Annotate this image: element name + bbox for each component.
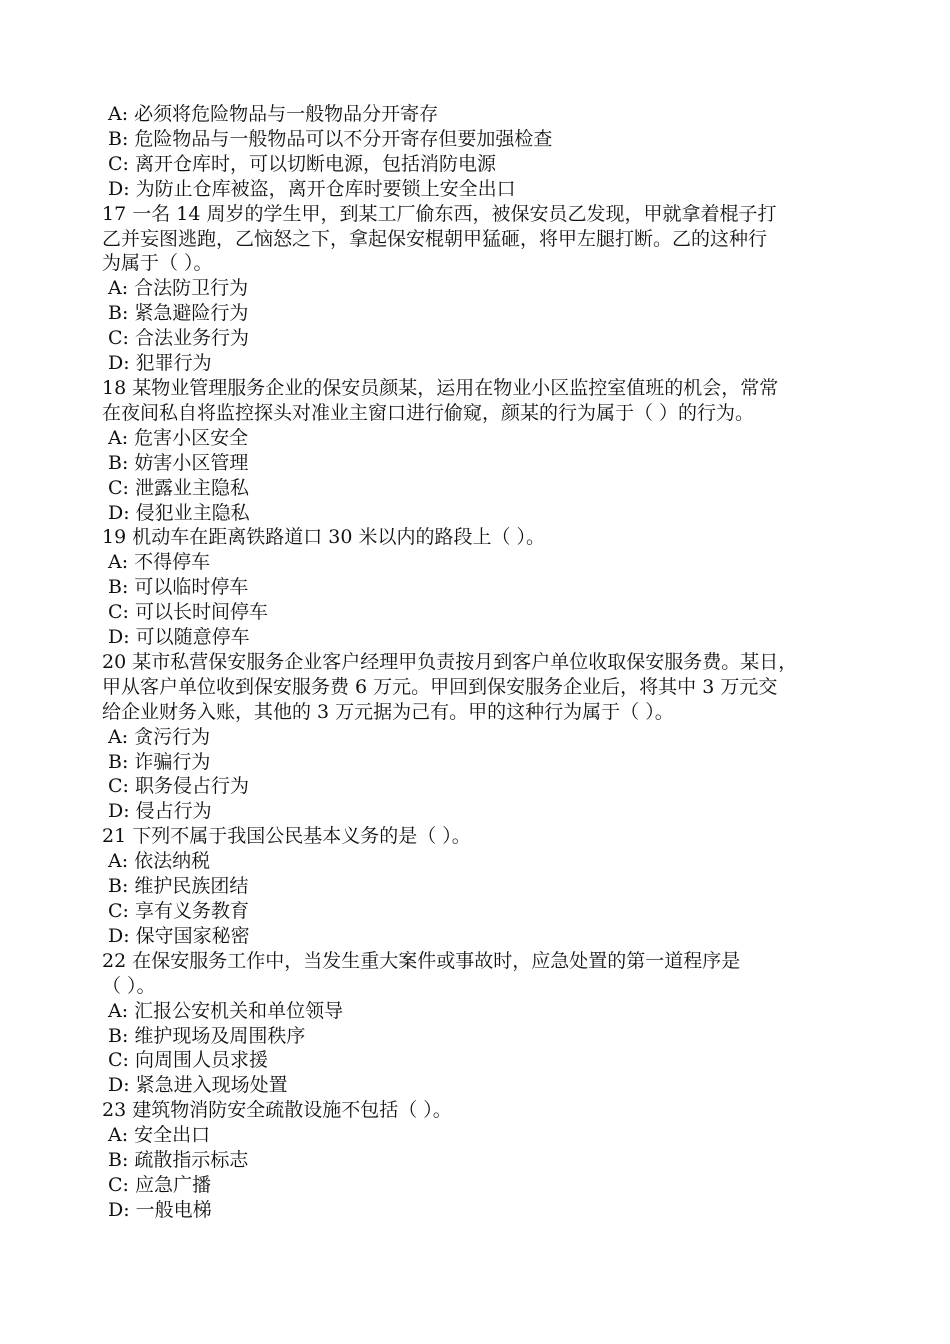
question-22 — [102, 949, 842, 1098]
option-line: D: 犯罪行为 — [108, 352, 212, 375]
option-line: C: 离开仓库时，可以切断电源，包括消防电源 — [108, 152, 496, 175]
option-line: D: 保守国家秘密 — [108, 924, 250, 947]
question-line: 21 下列不属于我国公民基本义务的是（ ）。 — [102, 825, 471, 848]
lead-options — [102, 102, 842, 202]
question-line: 22 在保安服务工作中，当发生重大案件或事故时，应急处置的第一道程序是 — [102, 949, 741, 972]
option-line: C: 可以长时间停车 — [108, 601, 268, 624]
option-line: D: 可以随意停车 — [108, 626, 250, 649]
question-line: 20 某市私营保安服务企业客户经理甲负责按月到客户单位收取保安服务费。某日， — [102, 650, 798, 673]
option-line: B: 疏散指示标志 — [108, 1149, 249, 1172]
document-page — [102, 102, 842, 1223]
option-line: D: 为防止仓库被盗，离开仓库时要锁上安全出口 — [108, 177, 516, 200]
option-line: A: 不得停车 — [108, 551, 211, 574]
option-line: A: 安全出口 — [108, 1124, 211, 1147]
option-line: B: 维护现场及周围秩序 — [108, 1024, 306, 1047]
question-17 — [102, 202, 842, 376]
option-line: C: 向周围人员求援 — [108, 1049, 268, 1072]
option-line: D: 紧急进入现场处置 — [108, 1074, 288, 1097]
option-line: C: 享有义务教育 — [108, 900, 249, 922]
option-line: B: 维护民族团结 — [108, 875, 249, 898]
option-line: D: 侵占行为 — [108, 800, 212, 823]
option-line: A: 汇报公安机关和单位领导 — [108, 999, 344, 1022]
question-21 — [102, 824, 842, 949]
question-line: 17 一名 14 周岁的学生甲，到某工厂偷东西，被保安员乙发现，甲就拿着棍子打 — [102, 202, 777, 225]
option-line: C: 泄露业主隐私 — [108, 476, 249, 499]
option-line: B: 危险物品与一般物品可以不分开寄存但要加强检查 — [108, 127, 553, 150]
option-line: C: 合法业务行为 — [108, 327, 249, 350]
option-line: B: 紧急避险行为 — [108, 302, 249, 325]
option-line: C: 应急广播 — [108, 1173, 211, 1196]
option-line: A: 必须将危险物品与一般物品分开寄存 — [108, 103, 439, 125]
option-line: B: 可以临时停车 — [108, 576, 249, 599]
option-line: C: 职务侵占行为 — [108, 775, 249, 798]
question-23 — [102, 1098, 842, 1223]
question-line: 23 建筑物消防安全疏散设施不包括（ ）。 — [102, 1099, 452, 1122]
question-20 — [102, 650, 842, 824]
question-line: 19 机动车在距离铁路道口 30 米以内的路段上（ ）。 — [102, 526, 546, 549]
question-18 — [102, 376, 842, 525]
question-19 — [102, 525, 842, 650]
option-line: A: 危害小区安全 — [108, 426, 249, 449]
option-line: A: 合法防卫行为 — [108, 277, 249, 300]
option-line: A: 贪污行为 — [108, 725, 211, 748]
question-line: 甲从客户单位收到保安服务费 6 万元。甲回到保安服务企业后，将其中 3 万元交 — [102, 675, 778, 698]
option-line: D: 一般电梯 — [108, 1198, 212, 1221]
option-line: B: 诈骗行为 — [108, 750, 211, 773]
question-line: 给企业财务入账，其他的 3 万元据为己有。甲的这种行为属于（ ）。 — [102, 700, 674, 723]
option-line: B: 妨害小区管理 — [108, 451, 249, 474]
option-line: D: 侵犯业主隐私 — [108, 501, 250, 524]
question-line: 为属于（ ）。 — [102, 252, 213, 275]
question-line: 乙并妄图逃跑，乙恼怒之下，拿起保安棍朝甲猛砸，将甲左腿打断。乙的这种行 — [102, 227, 768, 250]
question-line: （ ）。 — [102, 974, 156, 997]
question-line: 18 某物业管理服务企业的保安员颜某，运用在物业小区监控室值班的机会，常常 — [102, 376, 779, 399]
option-line: A: 依法纳税 — [108, 850, 211, 873]
question-line: 在夜间私自将监控探头对准业主窗口进行偷窥，颜某的行为属于（ ）的行为。 — [102, 401, 755, 424]
